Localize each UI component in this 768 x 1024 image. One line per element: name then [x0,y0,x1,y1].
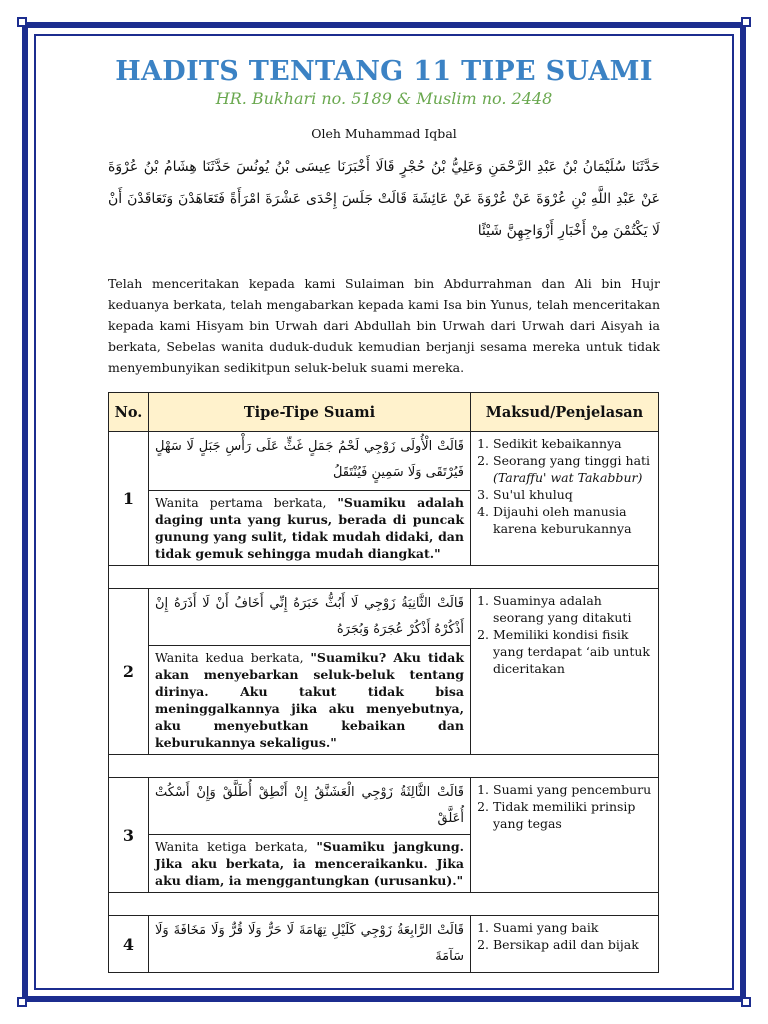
arabic-quote: قَالَتْ الثَّالِثَةُ زَوْجِي الْعَشَنَّقُ إِنْ أَنْطِقْ أُطَلَّقْ وَإِنْ أَسْكُتْ أُعَلَّقْ [149,778,471,835]
list-item: 1. Suami yang pencemburu [493,781,654,798]
list-item: 2. Memiliki kondisi fisik yang terdapat ‘aib untuk diceritakan [493,626,654,677]
explanation-list [471,778,659,893]
corner-ornament [17,997,27,1007]
explanation-list [471,916,659,973]
row-separator [109,893,659,916]
list-item [493,452,654,486]
table-row [109,778,659,835]
list-item: 2. Bersikap adil dan bijak [493,936,654,953]
list-item: 1. Sedikit kebaikannya [493,435,654,452]
row-number: 3 [109,778,149,893]
point-text: Seorang yang tinggi hati [493,453,651,468]
header-type: Tipe-Tipe Suami [149,393,471,432]
quote-bold: "Suamiku jangkung. Jika aku berkata, ia menceraikanku. Jika aku diam, ia menggantungkan (urusanku)." [155,839,464,888]
quote-lead: Wanita ketiga berkata, [155,839,317,854]
husband-types-table [108,392,659,973]
quote-bold: "Suamiku adalah daging unta yang kurus, berada di puncak gunung yang sulit, tidak mudah didaki, dan tidak gemuk sehingga mudah diangkat." [155,495,464,561]
row-number: 1 [109,432,149,566]
page-subtitle: HR. Bukhari no. 5189 & Muslim no. 2448 [215,89,553,108]
translation-quote [149,646,471,755]
arabic-hadith-text: حَدَّثَنَا سُلَيْمَانُ بْنُ عَبْدِ الرَّحْمَنِ وَعَلِيُّ بْنُ حُجْرٍ قَالَا أَخْبَرَنَا عِيسَى بْنُ يُونُسَ حَدَّثَنَا هِشَامُ بْنُ عُرْوَةَ عَنْ عَبْدِ اللَّهِ بْنِ عُرْوَةَ عَنْ عُرْوَةَ عَنْ عَائِشَةَ قَالَتْ جَلَسَ إِحْدَى عَشْرَةَ امْرَأَةً فَتَعَاهَدْنَ وَتَعَاقَدْنَ أَنْ لَا يَكْتُمْنَ مِنْ أَخْبَارِ أَزْوَاجِهِنَّ شَيْئًا [108,159,660,239]
row-separator [109,566,659,589]
author-line: Oleh Muhammad Iqbal [311,126,457,141]
table-row [109,432,659,491]
translation-paragraph: Telah menceritakan kepada kami Sulaiman bin Abdurrahman dan Ali bin Hujr keduanya berkata, telah mengabarkan kepada kami Isa bin Yunus, telah menceritakan kepada kami Hisyam bin Urwah dari Abdullah bin Urwah dari Urwah dari Aisyah ia berkata, Sebelas wanita duduk-duduk kemudian berjanji sesama mereka untuk tidak menyembunyikan sedikitpun seluk-beluk suami mereka. [108,276,660,375]
header-no: No. [109,393,149,432]
row-number: 2 [109,589,149,755]
quote-lead: Wanita pertama berkata, [155,495,338,510]
explanation-list [471,589,659,755]
document-body [108,52,660,973]
corner-ornament [17,17,27,27]
header-explanation: Maksud/Penjelasan [471,393,659,432]
quote-lead: Wanita kedua berkata, [155,650,311,665]
corner-ornament [741,997,751,1007]
row-number: 4 [109,916,149,973]
table-row [109,589,659,646]
explanation-list [471,432,659,566]
corner-ornament [741,17,751,27]
row-separator [109,755,659,778]
arabic-quote: قَالَتْ الثَّانِيَةُ زَوْجِي لَا أَبُثُّ خَبَرَهُ إِنِّي أَخَافُ أَنْ لَا أَذَرَهُ إِنْ أَذْكُرْهُ أَذْكُرْ عُجَرَهُ وَبُجَرَهُ [149,589,471,646]
list-item: 1. Suaminya adalah seorang yang ditakuti [493,592,654,626]
table-header-row [109,393,659,432]
translation-quote [149,835,471,893]
point-note: (Taraffu' wat Takabbur) [493,470,643,485]
table-row [109,916,659,973]
page-title: HADITS TENTANG 11 TIPE SUAMI [115,56,653,87]
arabic-quote: قَالَتْ الرَّابِعَةُ زَوْجِي كَلَيْلِ تِهَامَةَ لَا حَرٌّ وَلَا قُرٌّ وَلَا مَخَافَةَ وَلَا سَآمَةَ [149,916,471,973]
quote-bold: "Suamiku? Aku tidak akan menyebarkan seluk-beluk tentang dirinya. Aku takut tidak bisa meninggalkannya jika aku menyebutnya, aku menyebutkan kebaikan dan keburukannya sekaligus." [155,650,464,750]
list-item: 4. Dijauhi oleh manusia karena keburukannya [493,503,654,537]
list-item: 3. Su'ul khuluq [493,486,654,503]
translation-quote [149,491,471,566]
list-item: 2. Tidak memiliki prinsip yang tegas [493,798,654,832]
list-item: 1. Suami yang baik [493,919,654,936]
arabic-quote: قَالَتْ الْأُولَى زَوْجِي لَحْمُ جَمَلٍ غَثٍّ عَلَى رَأْسِ جَبَلٍ لَا سَهْلٍ فَيُرْتَقَى وَلَا سَمِينٍ فَيُنْتَقَلُ [149,432,471,491]
